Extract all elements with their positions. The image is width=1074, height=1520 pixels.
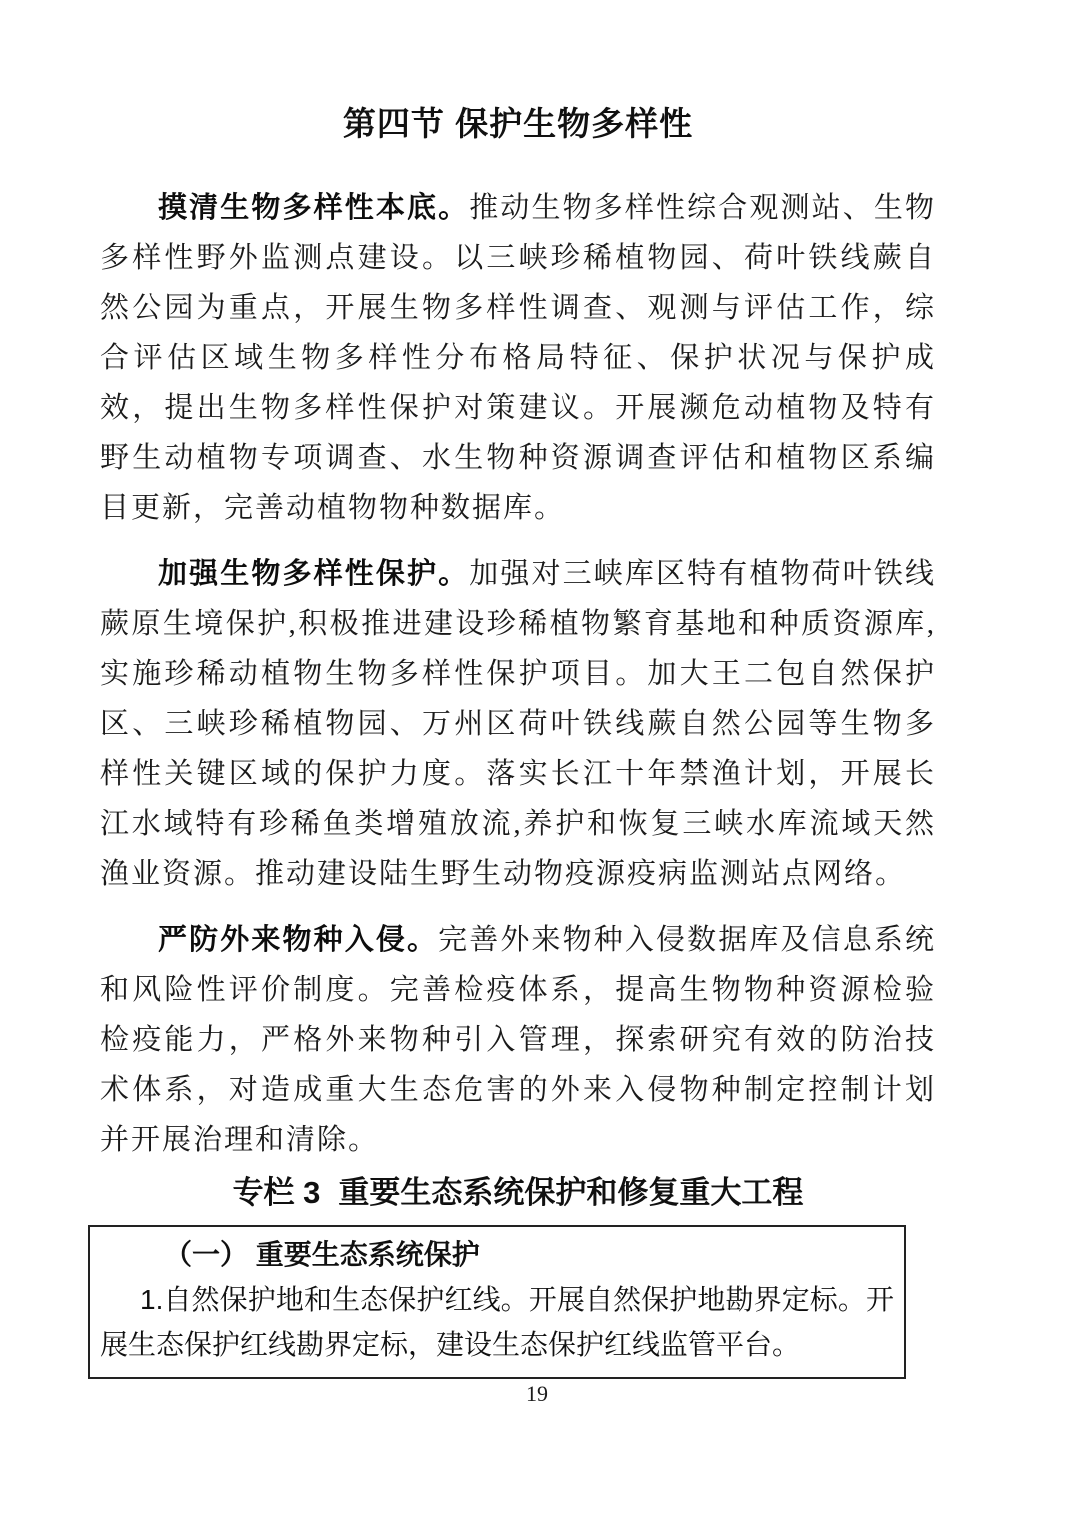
callout-heading: [100, 1171, 936, 1215]
paragraph-lead: 加强生物多样性保护。: [158, 558, 470, 590]
paragraph-lead: 严防外来物种入侵。: [158, 924, 439, 956]
callout-heading-label: 专栏 3: [232, 1175, 321, 1210]
paragraph-body: 完善外来物种入侵数据库及信息系统和风险性评价制度。完善检疫体系，提高生物物种资源检验检疫能力，严格外来物种引入管理，探索研究有效的防治技术体系，对造成重大生态危害的外来入侵物种制定控制计划并开展治理和清除。: [100, 924, 936, 1156]
callout-box: [88, 1225, 906, 1379]
callout-item-text: 1.自然保护地和生态保护红线。开展自然保护地勘界定标。开展生态保护红线勘界定标，建设生态保护红线监管平台。: [100, 1284, 894, 1360]
paragraph-strengthen-protection: [100, 549, 936, 899]
callout-heading-title: 重要生态系统保护和修复重大工程: [338, 1175, 804, 1210]
paragraph-survey-biodiversity: [100, 183, 936, 533]
section-title: 第四节 保护生物多样性: [342, 105, 694, 142]
callout-subheading: （一） 重要生态系统保护: [164, 1239, 480, 1270]
paragraph-body: 加强对三峡库区特有植物荷叶铁线蕨原生境保护,积极推进建设珍稀植物繁育基地和种质资源库,实施珍稀动植物生物多样性保护项目。加大王二包自然保护区、三峡珍稀植物园、万州区荷叶铁线蕨自然公园等生物多样性关键区域的保护力度。落实长江十年禁渔计划，开展长江水域特有珍稀鱼类增殖放流,养护和恢复三峡水库流域天然渔业资源。推动建设陆生野生动物疫源疫病监测站点网络。: [100, 558, 936, 890]
paragraph-lead: 摸清生物多样性本底。: [158, 192, 470, 224]
paragraph-invasive-species: [100, 915, 936, 1165]
paragraph-body: 推动生物多样性综合观测站、生物多样性野外监测点建设。以三峡珍稀植物园、荷叶铁线蕨自然公园为重点，开展生物多样性调查、观测与评估工作，综合评估区域生物多样性分布格局特征、保护状况与保护成效，提出生物多样性保护对策建议。开展濒危动植物及特有野生动植物专项调查、水生物种资源调查评估和植物区系编目更新，完善动植物物种数据库。: [100, 192, 936, 524]
page-number: 19: [526, 1381, 548, 1406]
page-content: [100, 0, 936, 1379]
